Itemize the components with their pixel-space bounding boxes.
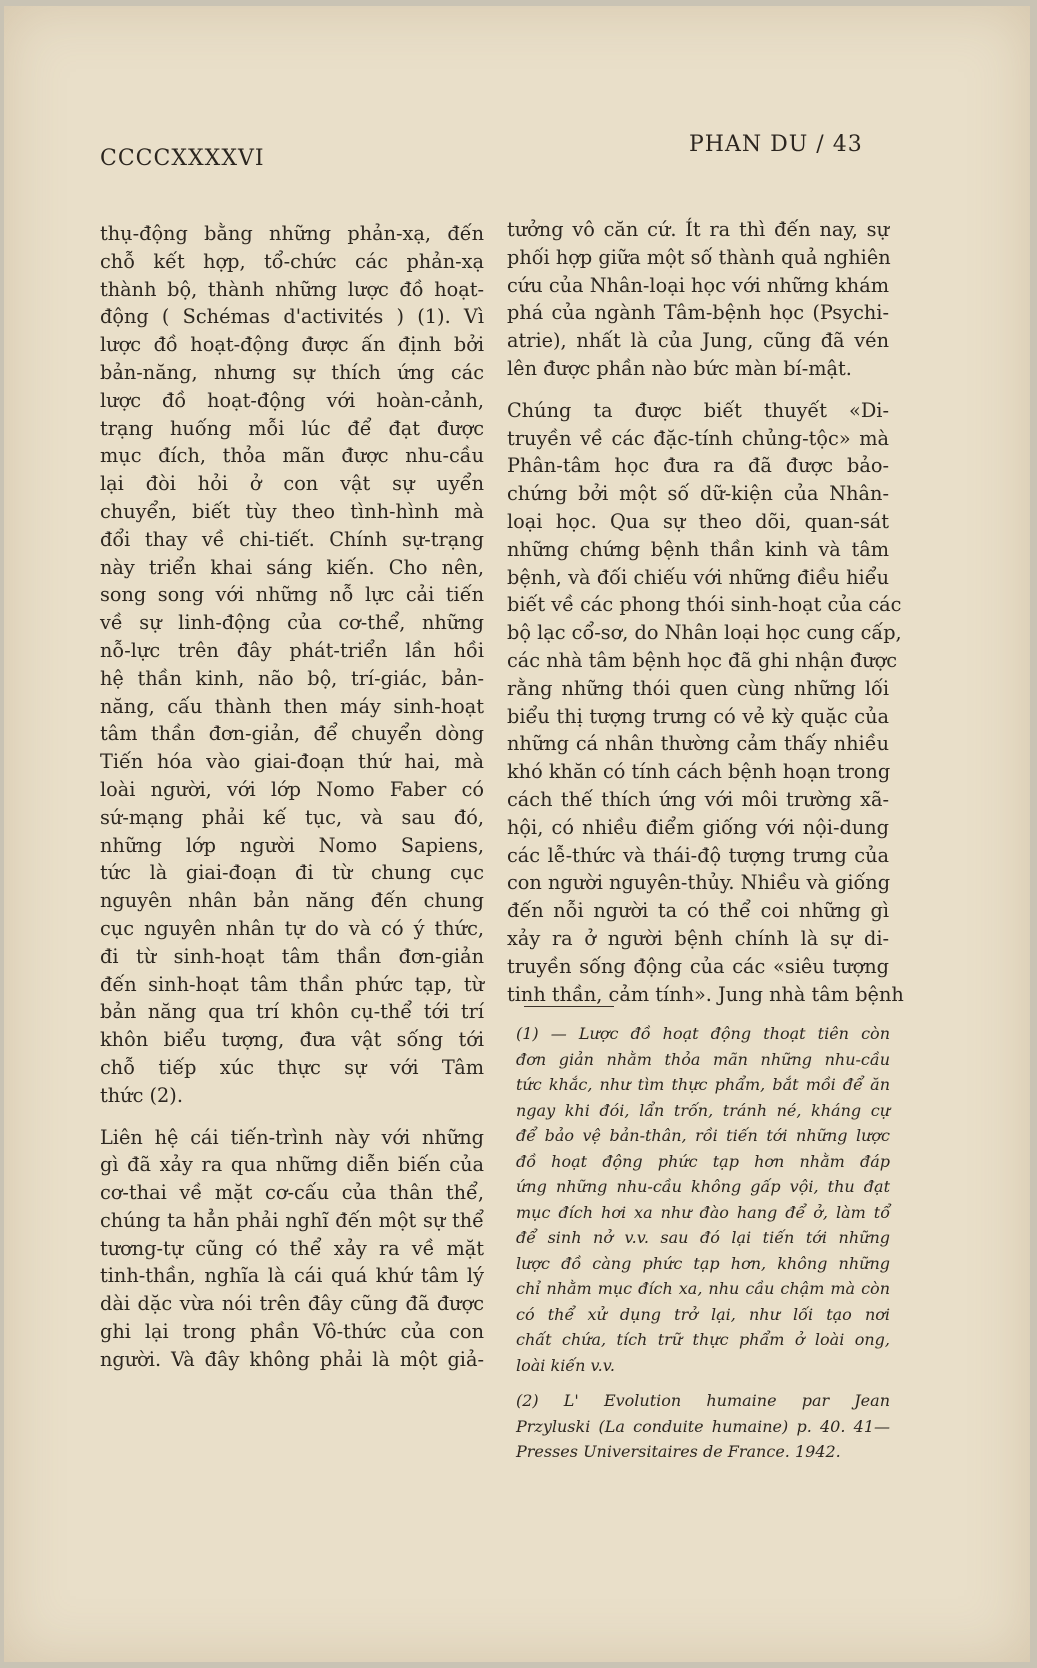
footnote-line: để sinh nở v.v. sau đó lại tiến tới những: [516, 1228, 890, 1247]
text-line: động ( Schémas d'activités ) (1). Vì: [100, 305, 484, 329]
text-line: những cá nhân thường cảm thấy nhiều: [507, 732, 889, 756]
text-line: gì đã xảy ra qua những diễn biến của: [100, 1153, 484, 1177]
footnote-gap: [516, 1378, 890, 1388]
text-line: lược đồ hoạt-động với hoàn-cảnh,: [100, 388, 484, 412]
running-header-right: PHAN DU / 43: [689, 132, 863, 157]
footnote-line: Przyluski (La conduite humaine) p. 40. 41—: [516, 1416, 890, 1436]
text-line: con người nguyên-thủy. Nhiều và giống: [507, 871, 891, 895]
text-line: cục nguyên nhân tự do và có ý thức,: [100, 916, 484, 940]
text-line: chúng ta hẳn phải nghĩ đến một sự thể: [100, 1208, 484, 1232]
text-line: các lễ-thức và thái-độ tượng trưng của: [507, 843, 889, 867]
right-column: [507, 216, 904, 1008]
footnote-line: chỉ nhằm mục đích xa, nhu cầu chậm mà còn: [516, 1279, 890, 1298]
text-line: truyền về các đặc-tính chủng-tộc» mà: [507, 426, 889, 450]
footnote-line: tức khắc, như tìm thực phẩm, bắt mồi để ăn: [516, 1075, 890, 1094]
text-line: bản năng qua trí khôn cụ-thể tới trí: [100, 1000, 484, 1024]
text-line: Chúng ta được biết thuyết «Di-: [507, 398, 889, 422]
text-line: này triển khai sáng kiến. Cho nên,: [100, 555, 484, 579]
footnote-line: lược đồ càng phức tạp hơn, không những: [516, 1253, 890, 1273]
text-line: thụ-động bằng những phản-xạ, đến: [100, 222, 484, 245]
text-line: tinh-thần, nghĩa là cái quá khứ tâm lý: [100, 1264, 484, 1288]
text-line: phối hợp giữa một số thành quả nghiên: [507, 245, 891, 269]
text-line: trạng huống mỗi lúc để đạt được: [100, 416, 484, 440]
footnote-line: loài kiến v.v.: [516, 1355, 615, 1375]
text-line: các nhà tâm bệnh học đã ghi nhận được: [507, 648, 898, 672]
footnote-line: đơn giản nhằm thỏa mãn những nhu-cầu: [516, 1049, 890, 1069]
text-line: chỗ tiếp xúc thực sự với Tâm: [100, 1055, 484, 1079]
text-line: những lớp người Nomo Sapiens,: [100, 833, 484, 857]
text-line: chuyển, biết tùy theo tình-hình mà: [100, 499, 484, 523]
text-line: cách thế thích ứng với môi trường xã-: [507, 787, 889, 811]
running-header-left: CCCCXXXXVI: [100, 146, 265, 171]
text-line: lên được phần nào bức màn bí-mật.: [507, 356, 852, 380]
text-line: cơ-thai về mặt cơ-cấu của thân thể,: [100, 1181, 484, 1205]
text-line: khôn biểu tượng, đưa vật sống tới: [100, 1028, 484, 1052]
text-line: truyền sống động của các «siêu tượng: [507, 954, 889, 978]
text-line: nỗ-lực trên đây phát-triển lần hồi: [100, 638, 484, 662]
footnote-line: có thể xử dụng trở lại, như lối tạo nơi: [516, 1304, 890, 1324]
paragraph-gap: [100, 1110, 484, 1124]
text-line: rằng những thói quen cùng những lối: [507, 676, 889, 700]
text-line: mục đích, thỏa mãn được nhu-cầu: [100, 444, 484, 468]
footnote-line: (1) — Lược đồ hoạt động thoạt tiên còn: [516, 1024, 890, 1043]
text-line: đi từ sinh-hoạt tâm thần đơn-giản: [100, 944, 484, 968]
text-line: nguyên nhân bản năng đến chung: [100, 889, 484, 913]
book-page: [4, 6, 1030, 1662]
text-line: về sự linh-động của cơ-thể, những: [100, 611, 484, 635]
text-line: bệnh, và đối chiếu với những điều hiểu: [507, 565, 889, 589]
text-line: đổi thay về chi-tiết. Chính sự-trạng: [100, 527, 484, 551]
text-line: chứng bởi một số dữ-kiện của Nhân-: [507, 482, 889, 506]
text-line: sứ-mạng phải kế tục, và sau đó,: [100, 805, 484, 829]
text-line: chỗ kết hợp, tổ-chức các phản-xạ: [100, 249, 484, 273]
footnote-line: ứng những nhu-cầu không gấp vội, thu đạt: [516, 1177, 890, 1196]
text-line: loại học. Qua sự theo dõi, quan-sát: [507, 509, 889, 533]
text-line: ghi lại trong phần Vô-thức của con: [100, 1320, 484, 1344]
text-line: lại đòi hỏi ở con vật sự uyển: [100, 472, 484, 496]
text-line: Phân-tâm học đưa ra đã được bảo-: [507, 454, 889, 478]
text-line: biết về các phong thói sinh-hoạt của các: [507, 593, 902, 617]
text-line: thành bộ, thành những lược đồ hoạt-: [100, 277, 484, 301]
text-line: hệ thần kinh, não bộ, trí-giác, bản-: [100, 666, 484, 690]
text-line: tâm thần đơn-giản, để chuyển dòng: [100, 722, 484, 746]
text-line: loài người, với lớp Nomo Faber có: [100, 777, 484, 801]
text-line: dài dặc vừa nói trên đây cũng đã được: [100, 1292, 484, 1316]
text-line: song song với những nỗ lực cải tiến: [100, 583, 484, 607]
text-line: khó khăn có tính cách bệnh hoạn trong: [507, 760, 891, 784]
text-line: hội, có nhiều điểm giống với nội-dung: [507, 815, 889, 839]
text-line: đến nỗi người ta có thể coi những gì: [507, 899, 889, 923]
text-line: bản-năng, nhưng sự thích ứng các: [100, 360, 484, 384]
footnote-rule: [524, 1006, 614, 1007]
text-line: đến sinh-hoạt tâm thần phức tạp, từ: [100, 972, 484, 996]
text-line: tương-tự cũng có thể xảy ra về mặt: [100, 1236, 484, 1260]
text-line: Liên hệ cái tiến-trình này với những: [100, 1125, 484, 1149]
text-line: tức là giai-đoạn đi từ chung cục: [100, 861, 484, 885]
footnote-line: (2) L' Evolution humaine par Jean: [516, 1391, 890, 1410]
footnote-line: đồ hoạt động phức tạp hơn nhằm đáp: [516, 1151, 890, 1171]
text-line: biểu thị tượng trưng có vẻ kỳ quặc của: [507, 704, 889, 728]
text-line: phá của ngành Tâm-bệnh học (Psychi-: [507, 301, 889, 325]
text-line: tinh thần, cảm tính». Jung nhà tâm bệnh: [507, 982, 904, 1006]
left-column: [100, 220, 484, 1374]
text-line: bộ lạc cổ-sơ, do Nhân loại học cung cấp,: [507, 621, 902, 645]
text-line: Tiến hóa vào giai-đoạn thứ hai, mà: [100, 750, 484, 774]
footnote-line: Presses Universitaires de France. 1942.: [516, 1442, 841, 1461]
text-line: xảy ra ở người bệnh chính là sự di-: [507, 926, 889, 950]
paragraph-gap: [507, 383, 889, 397]
text-line: tưởng vô căn cứ. Ít ra thì đến nay, sự: [507, 218, 889, 241]
text-line: người. Và đây không phải là một giả-: [100, 1347, 484, 1371]
text-line: thức (2).: [100, 1083, 183, 1107]
footnote-line: chất chứa, tích trữ thực phẩm ở loài ong,: [516, 1330, 890, 1349]
footnote-line: ngay khi đói, lẩn trốn, tránh né, kháng cự: [516, 1100, 890, 1120]
text-line: năng, cấu thành then máy sinh-hoạt: [100, 694, 484, 718]
text-line: lược đồ hoạt-động được ấn định bởi: [100, 333, 484, 357]
text-line: atrie), nhất là của Jung, cũng đã vén: [507, 329, 889, 353]
text-line: những chứng bệnh thần kinh và tâm: [507, 537, 889, 561]
footnote-line: mục đích hơi xa như đào hang để ở, làm tổ: [516, 1202, 890, 1222]
footnotes: [516, 1021, 890, 1465]
footnote-line: để bảo vệ bản-thân, rồi tiến tới những lược: [516, 1126, 890, 1145]
text-line: cứu của Nhân-loại học với những khám: [507, 273, 889, 297]
